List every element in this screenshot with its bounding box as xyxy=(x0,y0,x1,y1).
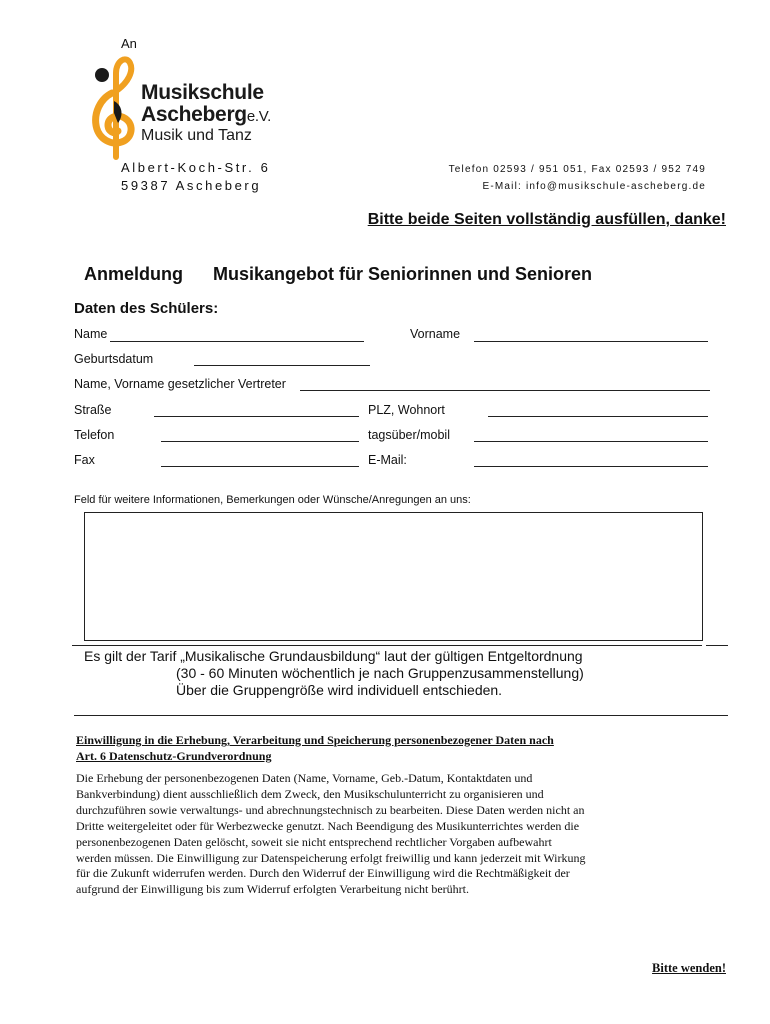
name-label: Name xyxy=(74,327,108,341)
consent-text-line: aufgrund der Einwilligung bis zum Widerruf erfolgten Verarbeitung nicht berührt. xyxy=(76,882,469,897)
tagsueber-label: tagsüber/mobil xyxy=(368,428,450,442)
consent-heading-line2: Art. 6 Datenschutz-Grundverordnung xyxy=(76,749,272,763)
fax-field[interactable] xyxy=(161,466,359,467)
consent-text-line: werden müssen. Die Einwilligung zur Datenspeicherung erfolgt freiwillig und kann jederzeit mit Wirkung xyxy=(76,850,586,865)
recipient-label: An xyxy=(121,36,137,51)
student-data-heading: Daten des Schülers: xyxy=(74,300,219,317)
logo-text-ascheberg: Ascheberg xyxy=(141,103,247,126)
strasse-label: Straße xyxy=(74,403,112,417)
treble-clef-icon xyxy=(86,53,146,161)
tarif-line3: Über die Gruppengröße wird individuell entschieden. xyxy=(176,682,503,698)
consent-text-line: für die Zukunft widerrufen werden. Durch den Widerruf der Einwilligung wird die Rechtmäßigkeit der xyxy=(76,866,570,881)
form-title-anmeldung: Anmeldung xyxy=(84,264,183,284)
logo-text-line2 xyxy=(141,103,271,127)
telefon-label: Telefon xyxy=(74,428,115,442)
tagsueber-field[interactable] xyxy=(474,441,708,442)
consent-text-line: personenbezogenen Daten gelöscht, soweit sie nicht entsprechend rechtlicher Vorgaben aufbewahrt xyxy=(76,834,552,849)
fill-both-pages-notice: Bitte beide Seiten vollständig ausfüllen, danke! xyxy=(367,211,726,228)
school-logo xyxy=(86,53,271,161)
tarif-line1: Es gilt der Tarif „Musikalische Grundausbildung“ laut der gültigen Entgeltordnung xyxy=(84,648,583,664)
vorname-label: Vorname xyxy=(410,327,461,341)
logo-subtitle: Musik und Tanz xyxy=(141,127,252,144)
plz-field[interactable] xyxy=(488,416,708,417)
consent-text-line: Die Erhebung der personenbezogenen Daten (Name, Vorname, Geb.-Datum, Kontaktdaten und xyxy=(76,771,533,785)
telefon-field[interactable] xyxy=(161,441,359,442)
logo-text-ev: e.V. xyxy=(246,108,271,125)
contact-email: E-Mail: info@musikschule-ascheberg.de xyxy=(482,181,706,192)
email-field[interactable] xyxy=(474,466,708,467)
vorname-field[interactable] xyxy=(474,341,708,342)
consent-text xyxy=(76,771,732,898)
vertreter-field[interactable] xyxy=(300,390,710,391)
address-street: Albert-Koch-Str. 6 xyxy=(121,160,271,175)
logo-text-line1: Musikschule xyxy=(141,81,264,104)
vertreter-label: Name, Vorname gesetzlicher Vertreter xyxy=(74,377,286,391)
divider-lower xyxy=(74,715,728,716)
consent-heading-line1: Einwilligung in die Erhebung, Verarbeitung und Speicherung personenbezogener Daten nach xyxy=(76,733,554,747)
remarks-label: Feld für weitere Informationen, Bemerkungen oder Wünsche/Anregungen an uns: xyxy=(74,494,471,506)
divider-upper-left xyxy=(72,645,702,646)
plz-label: PLZ, Wohnort xyxy=(368,403,445,417)
divider-upper-right xyxy=(706,645,728,646)
consent-text-line: durchzuführen sowie verwaltungs- und abrechnungstechnisch zu bearbeiten. Diese Daten werden nicht an xyxy=(76,802,585,817)
email-label: E-Mail: xyxy=(368,453,407,467)
consent-text-line: Bankverbindung) dient ausschließlich dem Zweck, den Musikschulunterricht zu organisieren und xyxy=(76,786,544,801)
address-city: 59387 Ascheberg xyxy=(121,178,262,193)
form-title-offer: Musikangebot für Seniorinnen und Senioren xyxy=(213,264,593,284)
please-turn-over: Bitte wenden! xyxy=(652,961,726,975)
fax-label: Fax xyxy=(74,453,95,467)
geburtsdatum-label: Geburtsdatum xyxy=(74,352,154,366)
tarif-line2: (30 - 60 Minuten wöchentlich je nach Gruppenzusammenstellung) xyxy=(176,665,584,681)
strasse-field[interactable] xyxy=(154,416,359,417)
name-field[interactable] xyxy=(110,341,364,342)
contact-phone-fax: Telefon 02593 / 951 051, Fax 02593 / 952 749 xyxy=(448,164,706,175)
consent-text-line: Dritte weitergeleitet oder für Werbezwecke genutzt. Nach Beendigung des Musikunterrichtes werden die xyxy=(76,818,580,833)
geburtsdatum-field[interactable] xyxy=(194,365,370,366)
remarks-textbox[interactable] xyxy=(84,512,703,641)
